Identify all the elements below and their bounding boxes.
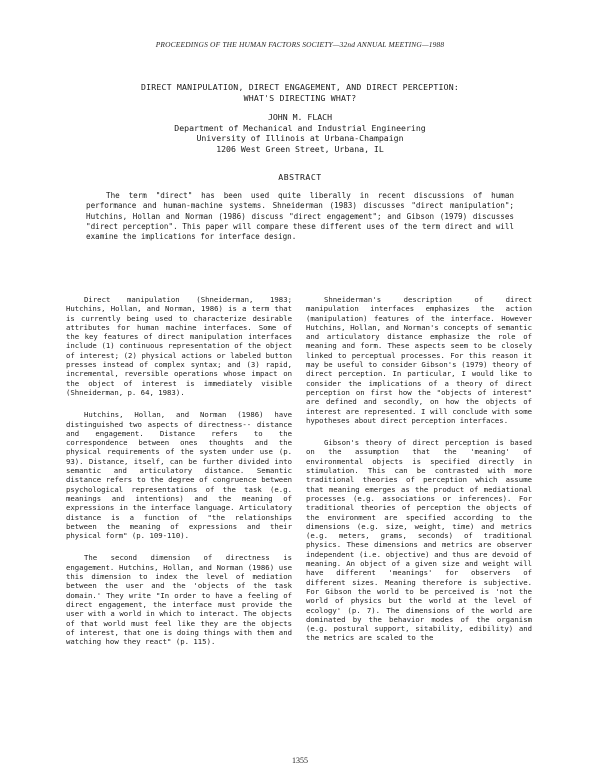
title-line-1: DIRECT MANIPULATION, DIRECT ENGAGEMENT, AND DIRECT PERCEPTION: [140, 82, 460, 92]
author-block [0, 112, 600, 154]
body-paragraph: The second dimension of directness is engagement. Hutchins, Hollan, and Norman (1986) use this dimension to index the level of mediation between the user and the 'objects of the task domain.' They write "In order to have a feeling of direct engagement, the interface must provide the user with a world in which to interact. The objects of that world must feel like they are the objects of interest, that one is doing things with them and watching how they react" (p. 115). [66, 553, 292, 647]
author-address: 1206 West Green Street, Urbana, IL [216, 143, 384, 154]
page-number: 1355 [292, 756, 308, 765]
abstract-heading: ABSTRACT [278, 172, 322, 182]
left-column [66, 295, 292, 659]
abstract-body: The term "direct" has been used quite liberally in recent discussions of human performance and human-machine systems. Shneiderman (1983) discusses "direct manipulation"; Hutchins, Hollan and Norman (1986) discuss "direct engagement"; and Gibson (1979) discusses "direct perception". This paper will compare these different uses of the term direct and will examine the implications for interface design. [86, 191, 514, 242]
paper-title [0, 82, 600, 103]
body-paragraph: Hutchins, Hollan, and Norman (1986) have distinguished two aspects of directness-- distance and engagement. Distance refers to the correspondence between ones thoughts and the physical requirements of the system under use (p. 93). Distance, itself, can be further divided into semantic and articulatory distance. Semantic distance refers to the degree of congruence between psychological representations of the task (e.g. meanings and intentions) and the meaning of expressions in the interface language. Articulatory distance is a function of "the relationships between the meaning of expressions and their physical form" (p. 109-110). [66, 410, 292, 541]
body-paragraph: Gibson's theory of direct perception is based on the assumption that the 'meaning' of environmental objects is specified directly in stimulation. This can be contrasted with more traditional theories of perception which assume that meaning emerges as the product of mediational processes (e.g. associations or inferences). For traditional theories of perception the objects of the environment are specified according to the dimensions (e.g. size, weight, time) and metrics (e.g. meters, grams, seconds) of traditional physics. These dimensions and metrics are observer independent (i.e. objective) and thus are devoid of meaning. An object of a given size and weight will have different 'meanings' for observers of different sizes. Meaning therefore is subjective. For Gibson the world to be perceived is 'not the world of physics but the world at the level of ecology' (p. 7). The dimensions of the world are dominated by the behavior modes of the organism (e.g. postural support, sitability, edibility) and the metrics are scaled to the [306, 438, 532, 643]
title-line-2: WHAT'S DIRECTING WHAT? [243, 92, 357, 103]
author-university: University of Illinois at Urbana-Champaign [196, 133, 404, 143]
right-column [306, 295, 532, 656]
author-name: JOHN M. FLACH [267, 112, 333, 122]
running-head: PROCEEDINGS OF THE HUMAN FACTORS SOCIETY—32nd ANNUAL MEETING—1988 [155, 40, 445, 49]
author-department: Department of Mechanical and Industrial Engineering [174, 122, 426, 133]
body-paragraph: Shneiderman's description of direct manipulation interfaces emphasizes the action (manipulation) features of the interface. However Hutchins, Hollan, and Norman's concepts of semantic and articulatory distance emphasize the role of meaning and form. These aspects seem to be closely linked to perceptual processes. For this reason it may be useful to consider Gibson's (1979) theory of direct perception. In particular, I would like to consider the implications of a theory of direct perception on first how the "objects of interest" are defined and secondly, on how the objects of interest are represented. I will conclude with some hypotheses about direct perception interfaces. [306, 295, 532, 425]
body-paragraph: Direct manipulation (Shneiderman, 1983; Hutchins, Hollan, and Norman, 1986) is a term that is currently being used to characterize desirable attributes for human machine interfaces. Some of the key features of direct manipulation interfaces include (1) continuous representation of the object of interest; (2) physical actions or labeled button presses instead of complex syntax; and (3) rapid, incremental, reversible operations whose impact on the object of interest is immediately visible (Shneiderman, p. 64, 1983). [66, 295, 292, 397]
